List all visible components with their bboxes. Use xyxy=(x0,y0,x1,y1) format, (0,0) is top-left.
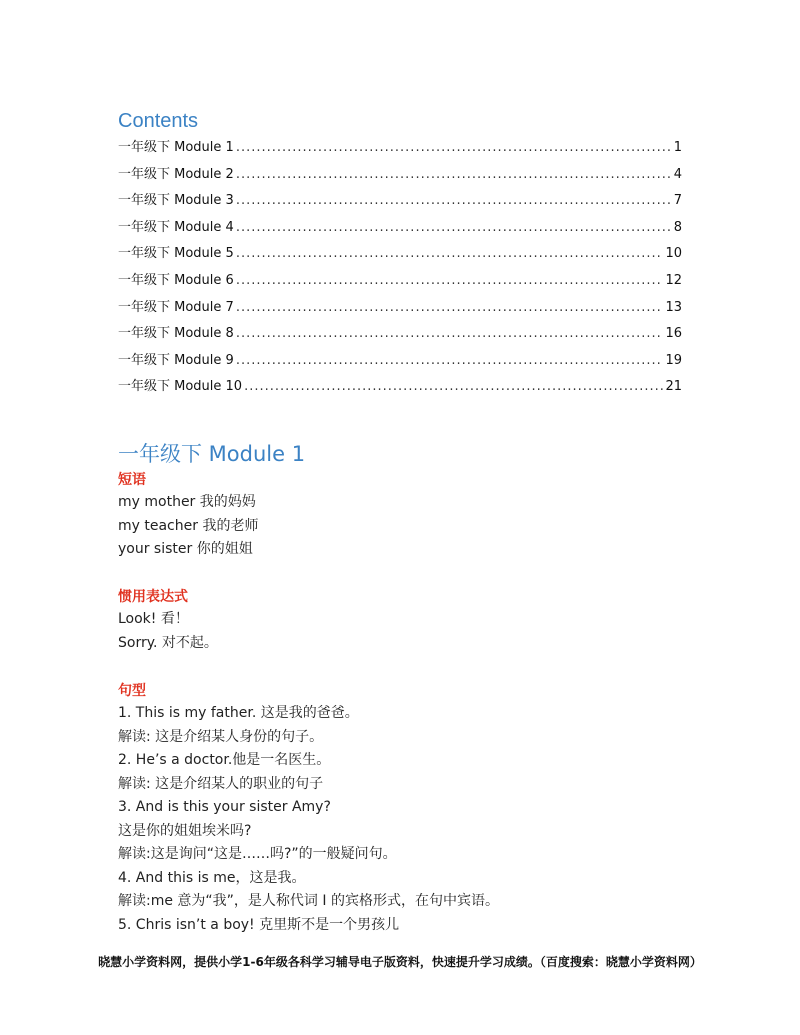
toc-entry[interactable] xyxy=(118,349,682,376)
toc-entry-page: 19 xyxy=(665,352,682,368)
sentences-section xyxy=(118,680,698,937)
expression-line: Look! 看！ xyxy=(118,611,189,627)
toc-leader-dots xyxy=(236,193,672,208)
phrases-heading: 短语 xyxy=(118,472,146,488)
toc-leader-dots xyxy=(236,273,664,288)
toc-entry-page: 1 xyxy=(673,140,682,155)
phrase-line: my mother 我的妈妈 xyxy=(118,494,256,510)
sentence-line: 这是你的姐姐埃米吗? xyxy=(118,822,252,839)
module-title: 一年级下 Module 1 xyxy=(118,442,306,466)
toc-entry[interactable] xyxy=(118,136,682,163)
toc-entry-label: 一年级下 Module 5 xyxy=(118,246,234,262)
toc-leader-dots xyxy=(236,246,664,261)
toc-entry-label: 一年级下 Module 6 xyxy=(118,272,234,288)
toc-entry[interactable] xyxy=(118,216,682,243)
phrase-line: your sister 你的姐姐 xyxy=(118,541,253,557)
sentence-line: 解读:me 意为“我”，是人称代词 I 的宾格形式，在句中宾语。 xyxy=(118,893,499,909)
sentence-line: 2. He’s a doctor.他是一名医生。 xyxy=(118,752,331,768)
expression-line: Sorry. 对不起。 xyxy=(118,634,218,651)
toc-entry[interactable] xyxy=(118,296,682,323)
toc-entry[interactable] xyxy=(118,189,682,216)
expressions-heading: 惯用表达式 xyxy=(118,589,188,605)
toc-leader-dots xyxy=(236,140,672,155)
toc-entry-label: 一年级下 Module 4 xyxy=(118,219,234,235)
toc-entry[interactable] xyxy=(118,269,682,296)
toc-entry[interactable] xyxy=(118,322,682,349)
phrase-line: my teacher 我的老师 xyxy=(118,517,259,534)
sentence-line: 解读: 这是介绍某人身份的句子。 xyxy=(118,728,324,745)
toc-entry-page: 8 xyxy=(673,219,682,235)
toc-title: Contents xyxy=(118,110,199,132)
sentence-line: 5. Chris isn’t a boy! 克里斯不是一个男孩儿 xyxy=(118,916,400,933)
toc-leader-dots xyxy=(236,353,664,368)
toc-entry[interactable] xyxy=(118,375,682,402)
toc-entry-page: 21 xyxy=(665,379,682,395)
toc-entry-label: 一年级下 Module 2 xyxy=(118,166,234,182)
toc-leader-dots xyxy=(236,326,664,341)
toc-entry-label: 一年级下 Module 7 xyxy=(118,299,234,315)
expressions-section xyxy=(118,586,698,655)
toc-entry-page: 10 xyxy=(665,246,682,262)
toc-entry[interactable] xyxy=(118,163,682,190)
toc-entry-label: 一年级下 Module 3 xyxy=(118,193,234,209)
sentence-line: 解读: 这是介绍某人的职业的句子 xyxy=(118,775,324,792)
toc-entry-page: 16 xyxy=(665,326,682,342)
toc-leader-dots xyxy=(244,379,663,394)
toc-entry[interactable] xyxy=(118,242,682,269)
toc-entry-page: 7 xyxy=(673,193,682,209)
toc-leader-dots xyxy=(236,167,672,182)
toc-entry-page: 13 xyxy=(665,299,682,315)
sentences-heading: 句型 xyxy=(118,683,146,699)
sentence-line: 解读:这是询问“这是……吗?”的一般疑问句。 xyxy=(118,846,397,862)
phrases-section xyxy=(118,469,698,562)
toc-entry-page: 4 xyxy=(673,166,682,182)
toc-entry-label: 一年级下 Module 10 xyxy=(118,379,243,395)
toc-leader-dots xyxy=(236,220,672,235)
toc-entry-label: 一年级下 Module 9 xyxy=(118,352,234,368)
page-footer: 晓慧小学资料网，提供小学1-6年级各科学习辅导电子版资料，快速提升学习成绩。（百度搜索：晓慧小学资料网） xyxy=(98,955,702,969)
sentence-line: 3. And is this your sister Amy? xyxy=(118,799,331,815)
sentence-line: 4. And this is me，这是我。 xyxy=(118,869,306,886)
sentence-line: 1. This is my father. 这是我的爸爸。 xyxy=(118,705,359,721)
toc-entry-label: 一年级下 Module 1 xyxy=(118,140,234,155)
toc-leader-dots xyxy=(236,300,664,315)
toc-entry-label: 一年级下 Module 8 xyxy=(118,326,234,342)
toc-entry-page: 12 xyxy=(665,272,682,288)
table-of-contents xyxy=(118,136,682,402)
